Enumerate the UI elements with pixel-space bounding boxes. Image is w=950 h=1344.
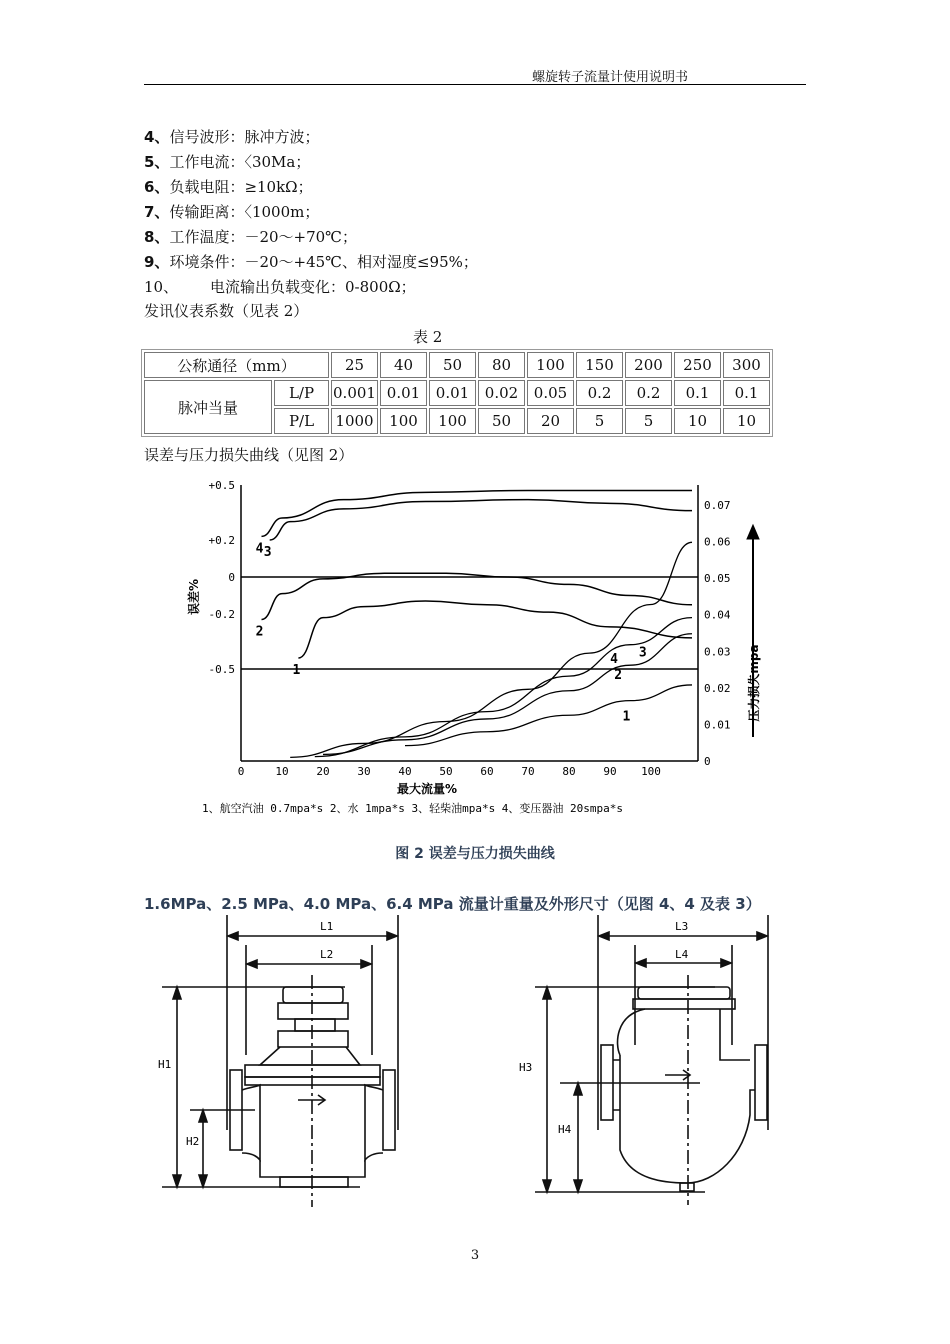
- spec-number: 4、: [144, 128, 170, 146]
- x-tick-label: 60: [480, 765, 494, 778]
- table-cell: 0.2: [625, 380, 672, 406]
- table-cell: 0.2: [576, 380, 623, 406]
- table-cell: 10: [674, 408, 721, 434]
- y-right-tick-label: 0.06: [704, 535, 731, 549]
- spec-text: 工作电流：〈30Ma；: [169, 153, 311, 171]
- pressure-curve-label: 2: [614, 668, 623, 684]
- x-axis-label: 最大流量%: [396, 782, 458, 796]
- y-left-tick-label: -0.5: [208, 663, 235, 676]
- pressure-curve: [323, 634, 692, 755]
- table-head-label: 公称通径（mm）: [144, 352, 329, 378]
- dimension-label-h2: H2: [186, 1135, 200, 1148]
- table-row-label: L/P: [274, 380, 329, 406]
- pressure-arrow-head: [747, 525, 759, 539]
- table-cell: 0.001: [331, 380, 378, 406]
- table-row: [144, 352, 770, 378]
- dimension-label-l4: L4: [675, 948, 689, 961]
- dimension-label-h4: H4: [558, 1123, 572, 1136]
- spec-number: 6、: [144, 178, 170, 196]
- spec-text: 电流输出负载变化：0-800Ω；: [210, 278, 416, 296]
- table-row: [144, 380, 770, 406]
- table-row-label: P/L: [274, 408, 329, 434]
- spec-number: 7、: [144, 203, 170, 221]
- table-cell: 50: [429, 352, 476, 378]
- y-right-tick-label: 0.02: [704, 681, 731, 695]
- x-tick-label: 80: [562, 765, 576, 778]
- table-cell: 1000: [331, 408, 378, 434]
- spec-text: 环境条件：－20～+45℃、相对湿度≤95%；: [169, 253, 478, 271]
- spec-text: 工作温度：－20～+70℃；: [169, 228, 357, 246]
- pressure-curve-label: 4: [610, 652, 619, 668]
- y-right-tick-label: 0: [704, 755, 711, 768]
- error-curve-label: 1: [292, 663, 301, 678]
- pressure-curve-label: 3: [638, 645, 647, 661]
- y-axis-label-right: 压力损失mpa: [747, 644, 761, 722]
- spec-text: 传输距离：〈1000m；: [169, 203, 320, 221]
- table-cell: 200: [625, 352, 672, 378]
- coefficient-table: [141, 349, 773, 437]
- y-right-tick-label: 0.03: [704, 645, 731, 659]
- table-cell: 80: [478, 352, 525, 378]
- page-header: [144, 64, 806, 85]
- spec-item: [144, 202, 319, 222]
- spec-item: [144, 227, 357, 247]
- spec-item: [144, 277, 416, 297]
- table-cell: 100: [380, 408, 427, 434]
- pressure-curve-label: 1: [622, 709, 631, 725]
- error-curve-label: 2: [255, 624, 264, 640]
- table-cell: 20: [527, 408, 574, 434]
- table-cell: 25: [331, 352, 378, 378]
- error-curve: [298, 601, 692, 658]
- table-cell: 10: [723, 408, 770, 434]
- table-cell: 0.1: [674, 380, 721, 406]
- dimension-label-l1: L1: [320, 920, 334, 933]
- x-tick-label: 10: [275, 765, 289, 778]
- x-tick-label: 70: [521, 765, 535, 778]
- y-left-tick-label: -0.2: [208, 608, 235, 621]
- y-left-tick-label: +0.2: [208, 534, 235, 547]
- table-cell: 50: [478, 408, 525, 434]
- x-tick-label: 30: [357, 765, 371, 778]
- x-tick-label: 0: [237, 765, 245, 778]
- table-cell: 5: [576, 408, 623, 434]
- spec-number: 8、: [144, 228, 170, 246]
- table-cell: 5: [625, 408, 672, 434]
- y-right-tick-label: 0.05: [704, 572, 731, 586]
- spec-number: 10、: [144, 278, 179, 296]
- table-group-label: 脉冲当量: [144, 380, 272, 434]
- table-cell: 100: [429, 408, 476, 434]
- error-curve-label: 4: [255, 541, 264, 557]
- spec-number: 5、: [144, 153, 170, 171]
- spec-text: 信号波形：脉冲方波；: [169, 128, 320, 146]
- x-tick-label: 40: [398, 765, 412, 778]
- table-cell: 0.01: [429, 380, 476, 406]
- chart-legend: 1、航空汽油 0.7mpa*s 2、水 1mpa*s 3、轻柴油mpa*s 4、变压器油 20smpa*s: [202, 802, 624, 815]
- x-tick-label: 100: [641, 765, 661, 778]
- dimension-label-l2: L2: [320, 948, 334, 961]
- spec-item: [144, 152, 310, 172]
- dimension-label-h3: H3: [519, 1061, 533, 1074]
- table-caption: 表 2: [413, 328, 443, 346]
- table-cell: 0.02: [478, 380, 525, 406]
- table-cell: 150: [576, 352, 623, 378]
- y-axis-label-left: 误差%: [187, 578, 201, 616]
- curve-intro-text: 误差与压力损失曲线（见图 2）: [144, 446, 354, 464]
- x-tick-label: 90: [603, 765, 617, 778]
- flowmeter-drawing-left: [150, 915, 440, 1215]
- flowmeter-drawing-right: [505, 915, 795, 1215]
- x-tick-label: 20: [316, 765, 330, 778]
- pressure-curve: [290, 542, 692, 757]
- section-title: 1.6MPa、2.5 MPa、4.0 MPa、6.4 MPa 流量计重量及外形尺寸（见图 4、4 及表 3）: [144, 895, 761, 913]
- table-cell: 300: [723, 352, 770, 378]
- spec-text: 负载电阻：≥10kΩ；: [169, 178, 313, 196]
- table-cell: 0.01: [380, 380, 427, 406]
- y-right-tick-label: 0.01: [704, 718, 731, 732]
- spec-number: 9、: [144, 253, 170, 271]
- intro-text: 发讯仪表系数（见表 2）: [144, 302, 309, 320]
- spec-item: [144, 127, 319, 147]
- error-curve-label: 3: [263, 545, 272, 560]
- table-cell: 0.05: [527, 380, 574, 406]
- y-left-tick-label: +0.5: [208, 479, 235, 492]
- x-tick-label: 50: [439, 765, 453, 778]
- table-cell: 250: [674, 352, 721, 378]
- table-cell: 0.1: [723, 380, 770, 406]
- y-right-tick-label: 0.04: [704, 608, 731, 622]
- y-left-tick-label: 0: [228, 571, 235, 584]
- y-right-tick-label: 0.07: [704, 499, 731, 512]
- table-cell: 100: [527, 352, 574, 378]
- header-title: 螺旋转子流量计使用说明书: [531, 70, 688, 85]
- pressure-curve: [315, 618, 692, 757]
- page-number: 3: [470, 1248, 480, 1263]
- spec-item: [144, 177, 313, 197]
- table-cell: 40: [380, 352, 427, 378]
- error-pressure-chart: [180, 475, 780, 820]
- error-curve: [262, 491, 693, 537]
- dimension-label-h1: H1: [158, 1058, 172, 1071]
- error-curve: [262, 573, 693, 619]
- spec-item: [144, 252, 478, 272]
- error-curve: [270, 500, 692, 540]
- figure-caption: 图 2 误差与压力损失曲线: [395, 846, 555, 862]
- dimension-label-l3: L3: [675, 920, 689, 933]
